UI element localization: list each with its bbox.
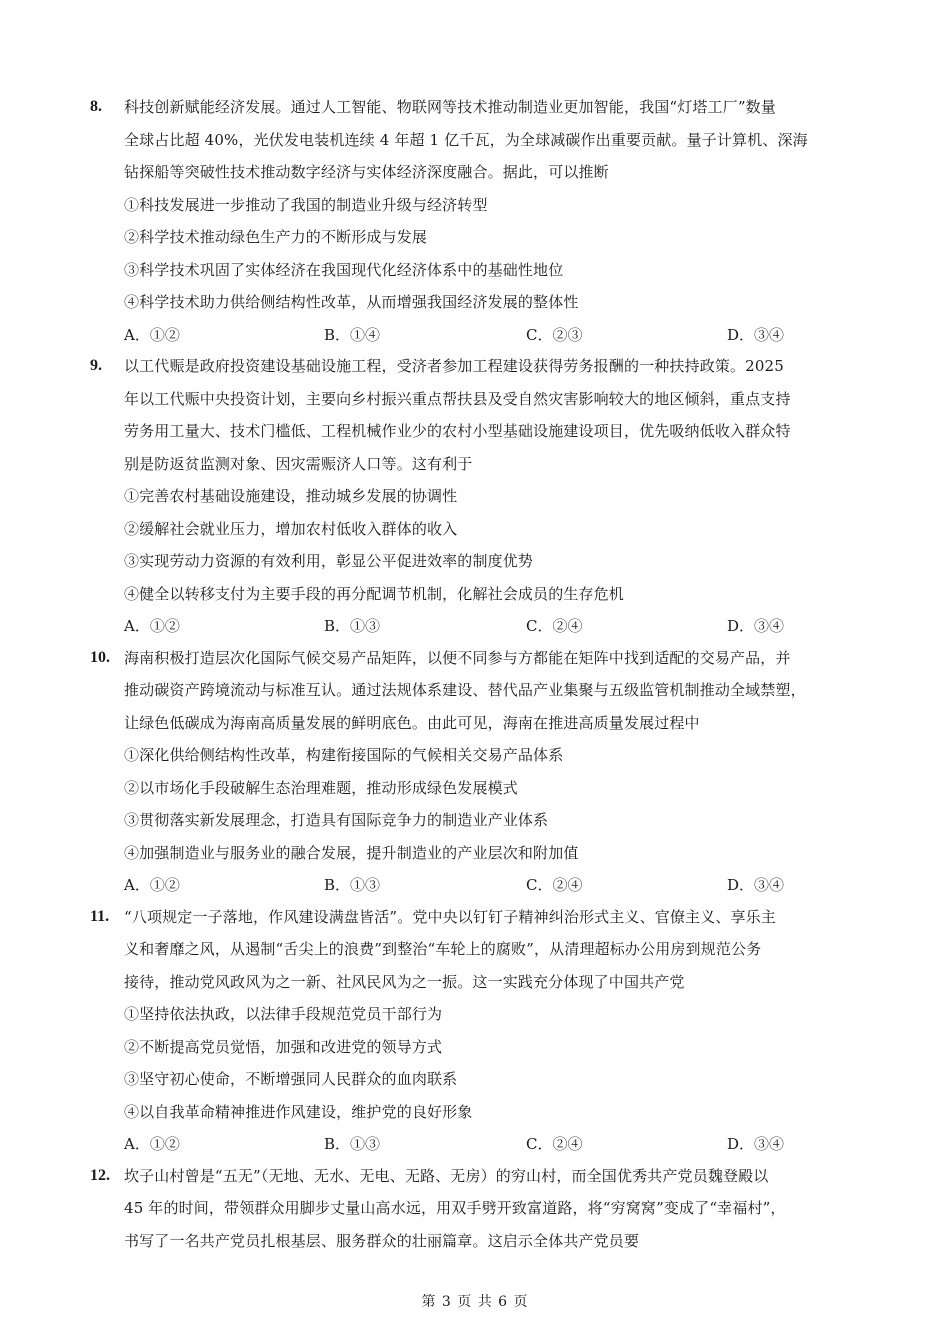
question-9-stem-line: 劳务用工量大、技术门槛低、工程机械作业少的农村小型基础设施建设项目，优先吸纳低收入群众特 (124, 422, 791, 440)
question-8-statement-1: ①科技发展进一步推动了我国的制造业升级与经济转型 (124, 196, 488, 214)
question-8-number: 8. (90, 98, 102, 115)
question-9-stem-line: 以工代赈是政府投资建设基础设施工程，受济者参加工程建设获得劳务报酬的一种扶持政策。2025 (124, 357, 784, 375)
question-8-option-d: D．③④ (727, 326, 785, 344)
question-11-stem-line: 接待，推动党风政风为之一新、社风民风为之一振。这一实践充分体现了中国共产党 (124, 973, 685, 991)
question-11-option-d: D．③④ (727, 1135, 785, 1153)
question-11-stem-line: 义和奢靡之风，从遏制“舌尖上的浪费”到整治“车轮上的腐败”，从清理超标办公用房到规范公务 (124, 940, 762, 958)
question-11-statement-3: ③坚守初心使命，不断增强同人民群众的血肉联系 (124, 1070, 458, 1088)
question-11-statement-4: ④以自我革命精神推进作风建设，维护党的良好形象 (124, 1103, 473, 1121)
question-8-statement-4: ④科学技术助力供给侧结构性改革，从而增强我国经济发展的整体性 (124, 293, 579, 311)
question-8-option-c: C．②③ (526, 326, 583, 344)
question-12-stem-line: 书写了一名共产党员扎根基层、服务群众的壮丽篇章。这启示全体共产党员要 (124, 1232, 640, 1250)
question-10-option-b: B．①③ (324, 876, 381, 894)
question-10-stem-line: 让绿色低碳成为海南高质量发展的鲜明底色。由此可见，海南在推进高质量发展过程中 (124, 714, 700, 732)
question-10-statement-2: ②以市场化手段破解生态治理难题，推动形成绿色发展模式 (124, 779, 518, 797)
question-12-number: 12. (90, 1167, 110, 1184)
question-8-stem-line: 全球占比超 40%，光伏发电装机连续 4 年超 1 亿千瓦，为全球减碳作出重要贡献。量子计算机、深海 (124, 131, 808, 149)
question-11-statement-2: ②不断提高党员觉悟，加强和改进党的领导方式 (124, 1038, 443, 1056)
question-11-stem-line: “八项规定一子落地，作风建设满盘皆活”。党中央以钉钉子精神纠治形式主义、官僚主义、享乐主 (124, 908, 776, 926)
question-10-option-d: D．③④ (727, 876, 785, 894)
question-9-option-a: A．①② (124, 617, 180, 635)
question-8-statement-2: ②科学技术推动绿色生产力的不断形成与发展 (124, 228, 428, 246)
question-10-statement-4: ④加强制造业与服务业的融合发展，提升制造业的产业层次和附加值 (124, 844, 579, 862)
question-11-option-b: B．①③ (324, 1135, 381, 1153)
question-10-option-c: C．②④ (526, 876, 583, 894)
question-9-option-b: B．①③ (324, 617, 381, 635)
question-9-option-c: C．②④ (526, 617, 583, 635)
question-8-option-b: B．①④ (324, 326, 381, 344)
question-8-statement-3: ③科学技术巩固了实体经济在我国现代化经济体系中的基础性地位 (124, 261, 564, 279)
question-9-stem-line: 别是防返贫监测对象、因灾需赈济人口等。这有利于 (124, 455, 473, 473)
question-11-number: 11. (90, 908, 110, 925)
question-10-statement-1: ①深化供给侧结构性改革，构建衔接国际的气候相关交易产品体系 (124, 746, 564, 764)
question-8-stem-line: 钻探船等突破性技术推动数字经济与实体经济深度融合。据此，可以推断 (124, 163, 609, 181)
question-9-statement-3: ③实现劳动力资源的有效利用，彰显公平促进效率的制度优势 (124, 552, 534, 570)
question-11-option-c: C．②④ (526, 1135, 583, 1153)
question-9-number: 9. (90, 357, 102, 374)
question-11-statement-1: ①坚持依法执政，以法律手段规范党员干部行为 (124, 1005, 443, 1023)
page-footer: 第 3 页 共 6 页 (421, 1294, 529, 1310)
question-8-option-a: A．①② (124, 326, 180, 344)
question-12-stem-line: 45 年的时间，带领群众用脚步丈量山高水远，用双手劈开致富道路，将“穷窝窝”变成了“幸福村”， (124, 1199, 786, 1217)
question-12-stem-line: 坎子山村曾是“五无”（无地、无水、无电、无路、无房）的穷山村，而全国优秀共产党员魏登殿以 (124, 1167, 769, 1185)
question-10-number: 10. (90, 649, 110, 666)
question-9-statement-1: ①完善农村基础设施建设，推动城乡发展的协调性 (124, 487, 458, 505)
question-9-option-d: D．③④ (727, 617, 785, 635)
question-9-statement-2: ②缓解社会就业压力，增加农村低收入群体的收入 (124, 520, 458, 538)
question-10-option-a: A．①② (124, 876, 180, 894)
question-8-stem-line: 科技创新赋能经济发展。通过人工智能、物联网等技术推动制造业更加智能，我国“灯塔工厂”数量 (124, 98, 776, 116)
question-11-option-a: A．①② (124, 1135, 180, 1153)
question-9-statement-4: ④健全以转移支付为主要手段的再分配调节机制，化解社会成员的生存危机 (124, 585, 624, 603)
question-9-stem-line: 年以工代赈中央投资计划，主要向乡村振兴重点帮扶县及受自然灾害影响较大的地区倾斜，重点支持 (124, 390, 791, 408)
question-10-statement-3: ③贯彻落实新发展理念，打造具有国际竞争力的制造业产业体系 (124, 811, 549, 829)
question-10-stem-line: 海南积极打造层次化国际气候交易产品矩阵，以便不同参与方都能在矩阵中找到适配的交易产品，并 (124, 649, 791, 667)
question-10-stem-line: 推动碳资产跨境流动与标准互认。通过法规体系建设、替代品产业集聚与五级监管机制推动全域禁塑， (124, 681, 806, 699)
